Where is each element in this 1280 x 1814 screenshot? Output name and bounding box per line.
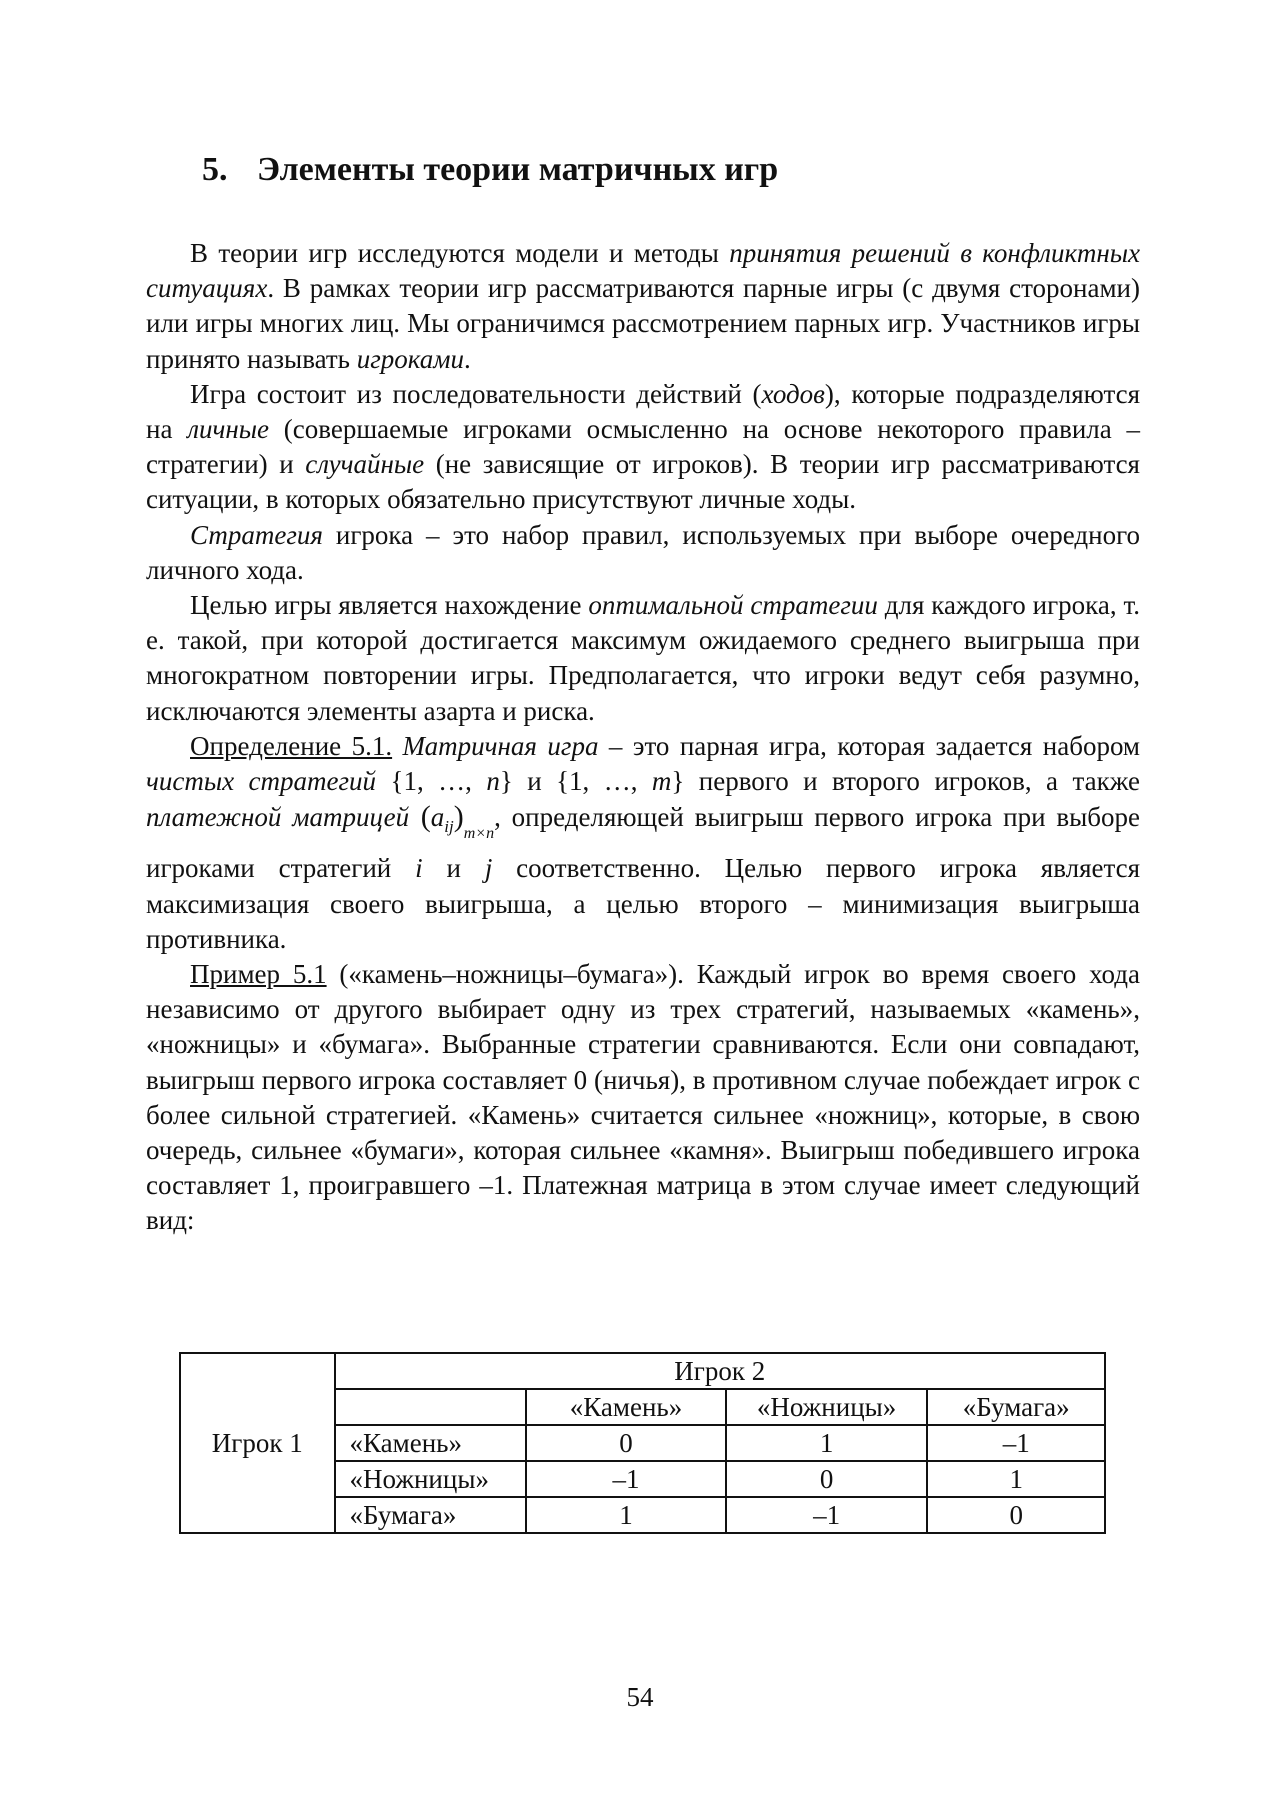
math-paren: ( — [409, 800, 431, 834]
row-header: «Ножницы» — [335, 1461, 527, 1497]
column-header: «Бумага» — [927, 1389, 1105, 1425]
example-label: Пример 5.1 — [190, 959, 327, 990]
paragraph-moves — [146, 377, 1140, 518]
row-header: «Бумага» — [335, 1497, 527, 1533]
text-run: . — [463, 343, 471, 374]
section-title: Элементы теории матричных игр — [257, 151, 779, 188]
table-row — [180, 1353, 1105, 1389]
italic-term: Стратегия — [190, 519, 323, 550]
text-run: , определяющей выигрыш первого игрока при выборе игроками стратегий — [146, 802, 1140, 884]
math-var: j — [484, 853, 493, 884]
math-set: } — [671, 766, 685, 797]
text-run: соответственно. Целью первого игрока является максимизация своего выигрыша, а целью второго – минимизация выигрыша противника. — [146, 853, 1141, 954]
text-run — [392, 731, 402, 761]
player2-label: Игрок 2 — [335, 1353, 1106, 1389]
text-run: (совершаемые игроками осмысленно на основе некоторого правила – стратегии) и — [146, 414, 1140, 480]
section-heading — [202, 150, 1140, 190]
math-subscript: m×n — [463, 825, 495, 843]
math-var: i — [415, 853, 423, 884]
text-run: ), которые подразделяются на — [146, 378, 1140, 445]
text-run: первого и второго игроков, а также — [684, 766, 1140, 797]
table-cell: –1 — [526, 1461, 725, 1497]
table-cell: 1 — [526, 1497, 725, 1533]
paragraph-definition — [146, 729, 1140, 957]
page-body — [146, 140, 1140, 1239]
text-run: Целью игры является нахождение — [190, 590, 589, 621]
italic-term: Матричная игра — [402, 730, 599, 761]
math-paren: ) — [453, 800, 464, 834]
text-run: . В рамках теории игр рассматриваются парные игры (с двумя сторонами) или игры многих лиц. Мы ограничимся рассмотрением парных игр. Участников игры принято называть — [146, 273, 1140, 374]
table-cell: 0 — [726, 1461, 928, 1497]
page-number: 54 — [626, 1682, 654, 1712]
text-run: для каждого игрока, т. е. такой, при которой достигается максимум ожидаемого среднего выигрыша при многократном повторении игры. Предполагается, что игроки ведут себя разумно, исключаются элементы азарта и риска. — [146, 590, 1140, 726]
column-header: «Ножницы» — [726, 1389, 928, 1425]
text-run: В теории игр исследуются модели и методы — [190, 238, 730, 268]
paragraph-goal — [146, 588, 1140, 729]
table-cell: –1 — [927, 1425, 1105, 1461]
table-cell: 0 — [526, 1425, 725, 1461]
table-cell: 1 — [927, 1461, 1105, 1497]
table-cell: 0 — [927, 1497, 1105, 1533]
text-run: игрока – это набор правил, используемых при выборе очередного личного хода. — [146, 519, 1140, 585]
payoff-table-wrapper — [179, 1352, 1106, 1534]
text-run: Игра состоит из последовательности действий ( — [190, 378, 762, 409]
math-var: m — [651, 766, 672, 797]
table-cell: 1 — [726, 1425, 928, 1461]
italic-term: ходов — [761, 378, 825, 409]
text-run: («камень–ножницы–бумага»). Каждый игрок во время своего хода независимо от другого выбирает одну из трех стратегий, называемых «камень», «ножницы» и «бумага». Выбранные стратегии сравниваются. Если они совпадают, выигрыш первого игрока составляет 0 (ничья), в противном случае побеждает игрок с более сильной стратегией. «Камень» считается сильнее «ножниц», которые, в свою очередь, сильнее «бумаги», которая сильнее «камня». Выигрыш победившего игрока составляет 1, проигравшего –1. Платежная матрица в этом случае имеет следующий вид: — [146, 959, 1140, 1236]
text-run: (не зависящие от игроков). В теории игр рассматриваются ситуации, в которых обязательно присутствуют личные ходы. — [146, 449, 1140, 515]
italic-term: принятия решений в конфликтных ситуациях — [146, 238, 1140, 304]
math-var: a — [430, 802, 445, 833]
math-set: } и {1, …, — [499, 766, 652, 797]
section-number: 5. — [202, 151, 228, 188]
payoff-table — [179, 1352, 1106, 1534]
italic-term: игроками — [356, 343, 464, 374]
italic-term: личные — [187, 414, 270, 445]
italic-term: чистых стратегий — [146, 766, 377, 797]
row-header: «Камень» — [335, 1425, 527, 1461]
table-corner-cell — [335, 1389, 527, 1425]
column-header: «Камень» — [526, 1389, 725, 1425]
math-var: n — [486, 766, 500, 797]
paragraph-strategy — [146, 518, 1140, 588]
math-subscript: ij — [444, 817, 454, 837]
italic-term: платежной матрицей — [146, 802, 410, 833]
italic-term: оптимальной стратегии — [588, 590, 878, 621]
player1-label: Игрок 1 — [180, 1353, 335, 1533]
math-set: {1, …, — [376, 766, 487, 797]
text-run: – это парная игра, которая задается набором — [598, 730, 1141, 761]
italic-term: случайные — [305, 449, 425, 480]
paragraph-intro — [146, 236, 1140, 377]
paragraph-example — [146, 957, 1140, 1239]
text-run: и — [422, 853, 485, 884]
definition-label: Определение 5.1. — [190, 730, 393, 761]
table-cell: –1 — [726, 1497, 928, 1533]
